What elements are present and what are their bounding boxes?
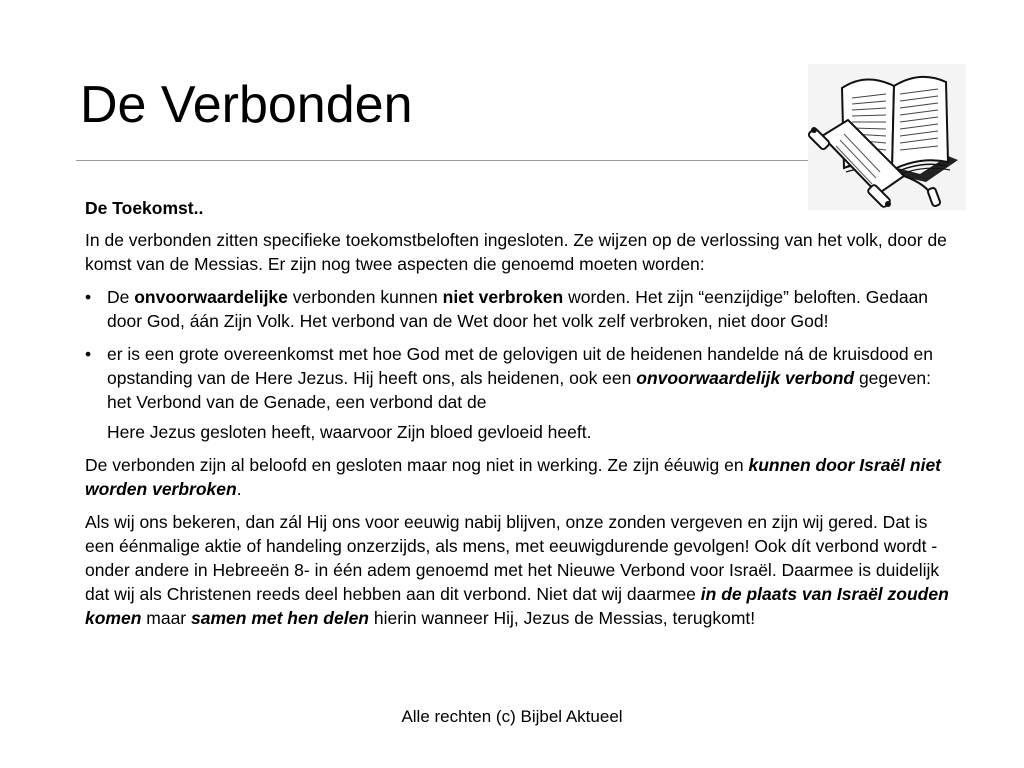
conversion-paragraph: [85, 510, 955, 630]
paragraph-text: De verbonden zijn al beloofd en gesloten maar nog niet in werking. Ze zijn ééuwig en: [85, 455, 749, 475]
bold-term: onvoorwaardelijke: [134, 287, 288, 307]
bullet-text: worden. Het zijn “eenzijdige” beloften. Gedaan door God, áán Zijn Volk. Het verbond van de Wet door het volk zelf verbroken, niet door God!: [107, 287, 929, 331]
copyright-footer: Alle rechten (c) Bijbel Aktueel: [401, 707, 623, 726]
bullet-text: gegeven: het Verbond van de Genade, een verbond dat de: [107, 368, 931, 412]
covenants-paragraph: [85, 453, 955, 501]
paragraph-text: Als wij ons bekeren, dan zál Hij ons voor eeuwig nabij blijven, onze zonden vergeven en zijn wij gered. Dat is een éénmalige aktie of handeling onzerzijds, als mens, met eeuwigdurende gevolgen! Ook dít verbond wordt -onder andere in Hebreeën 8- in één adem genoemd met het Nieuwe Verbond voor Israël. Daarmee is duidelijk dat wij als Christenen reeds deel hebben aan dit verbond. Niet dat wij daarmee: [85, 512, 940, 604]
intro-paragraph: In de verbonden zitten specifieke toekomstbeloften ingesloten. Ze wijzen op de verlossing van het volk, door de komst van de Messias. Er zijn nog twee aspecten die genoemd moeten worden:: [85, 230, 947, 274]
paragraph-text: hierin wanneer Hij, Jezus de Messias, terugkomt!: [369, 608, 756, 628]
bullet-item-gentiles: [85, 342, 955, 444]
paragraph-text: maar: [141, 608, 192, 628]
emphasis-term: samen met hen delen: [191, 608, 369, 628]
emphasis-term: onvoorwaardelijk verbond: [636, 368, 855, 388]
bullet-text: Here Jezus gesloten heeft, waarvoor Zijn bloed gevloeid heeft.: [107, 422, 592, 442]
emphasis-term: kunnen door Israël niet worden verbroken: [85, 455, 942, 499]
bullet-text: De: [107, 287, 135, 307]
slide-body: [85, 196, 955, 639]
bold-term: niet verbroken: [442, 287, 564, 307]
bullet-marker: •: [85, 344, 92, 364]
bullet-text: verbonden kunnen: [287, 287, 443, 307]
title-divider: [76, 160, 810, 161]
emphasis-term: in de plaats van Israël zouden komen: [85, 584, 949, 628]
bullet-marker: •: [85, 287, 92, 307]
bullet-item-unconditional: [85, 285, 955, 333]
open-book-and-scroll-icon: [808, 64, 966, 210]
paragraph-text: .: [236, 479, 242, 499]
section-heading: De Toekomst..: [85, 198, 204, 218]
bullet-text: er is een grote overeenkomst met hoe God met de gelovigen uit de heidenen handelde ná de kruisdood en opstanding van de Here Jezus. Hij heeft ons, als heidenen, ook een: [107, 344, 933, 388]
slide-title: De Verbonden: [80, 76, 413, 134]
